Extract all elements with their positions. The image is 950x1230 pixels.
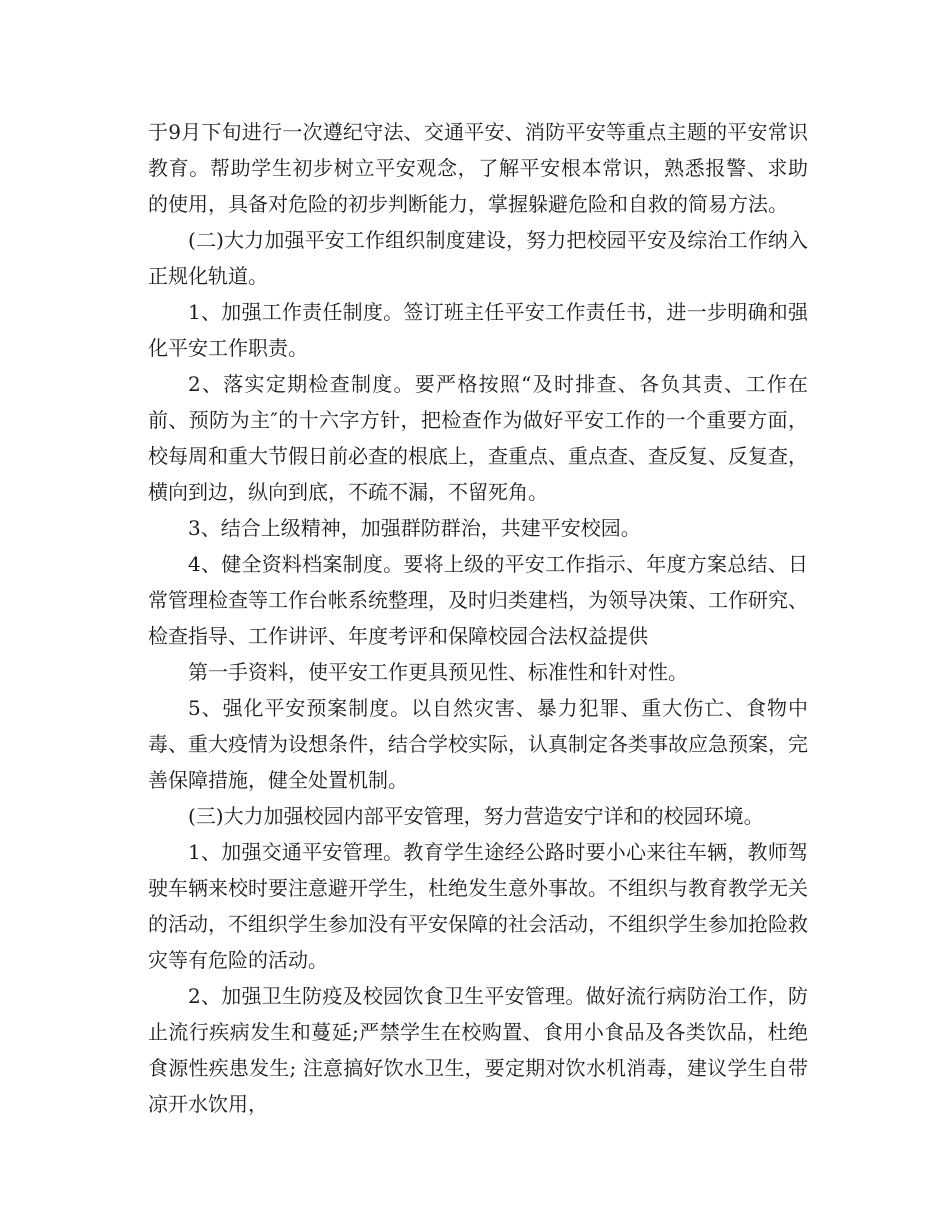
paragraph-4: 2、落实定期检查制度。要严格按照“及时排查、各负其责、工作在前、预防为主″的十六字方针，把检查作为做好平安工作的一个重要方面，校每周和重大节假日前必查的根底上，查重点、重点查、查反复、反复查，横向到边，纵向到底，不疏不漏，不留死角。: [148, 372, 808, 504]
paragraph-10: 1、加强交通平安管理。教育学生途经公路时要小心来往车辆，教师驾驶车辆来校时要注意避开学生，杜绝发生意外事故。不组织与教育教学无关的活动，不组织学生参加没有平安保障的社会活动，不组织学生参加抢险救灾等有危险的活动。: [148, 840, 808, 972]
paragraph-8: 5、强化平安预案制度。以自然灾害、暴力犯罪、重大伤亡、食物中毒、重大疫情为设想条件，结合学校实际，认真制定各类事故应急预案，完善保障措施，健全处置机制。: [148, 696, 808, 792]
paragraph-9: (三)大力加强校园内部平安管理，努力营造安宁详和的校园环境。: [188, 804, 764, 828]
paragraph-3: 1、加强工作责任制度。签订班主任平安工作责任书，进一步明确和强化平安工作职责。: [148, 300, 808, 360]
paragraph-7: 第一手资料，使平安工作更具预见性、标准性和针对性。: [188, 660, 688, 684]
paragraph-11: 2、加强卫生防疫及校园饮食卫生平安管理。做好流行病防治工作，防止流行疾病发生和蔓延;严禁学生在校购置、食用小食品及各类饮品，杜绝食源性疾患发生; 注意搞好饮水卫生，要定期对饮水机消毒，建议学生自带凉开水饮用，: [148, 984, 808, 1116]
document-body: [148, 114, 808, 1122]
paragraph-2: (二)大力加强平安工作组织制度建设，努力把校园平安及综治工作纳入正规化轨道。: [148, 228, 808, 288]
paragraph-6: 4、健全资料档案制度。要将上级的平安工作指示、年度方案总结、日常管理检查等工作台帐系统整理，及时归类建档，为领导决策、工作研究、检查指导、工作讲评、年度考评和保障校园合法权益提供: [148, 552, 808, 648]
paragraph-5: 3、结合上级精神，加强群防群治，共建平安校园。: [188, 516, 641, 540]
paragraph-1: 于9月下旬进行一次遵纪守法、交通平安、消防平安等重点主题的平安常识教育。帮助学生初步树立平安观念，了解平安根本常识，熟悉报警、求助 的使用，具备对危险的初步判断能力，掌握躲避危险和自救的简易方法。: [148, 120, 808, 216]
